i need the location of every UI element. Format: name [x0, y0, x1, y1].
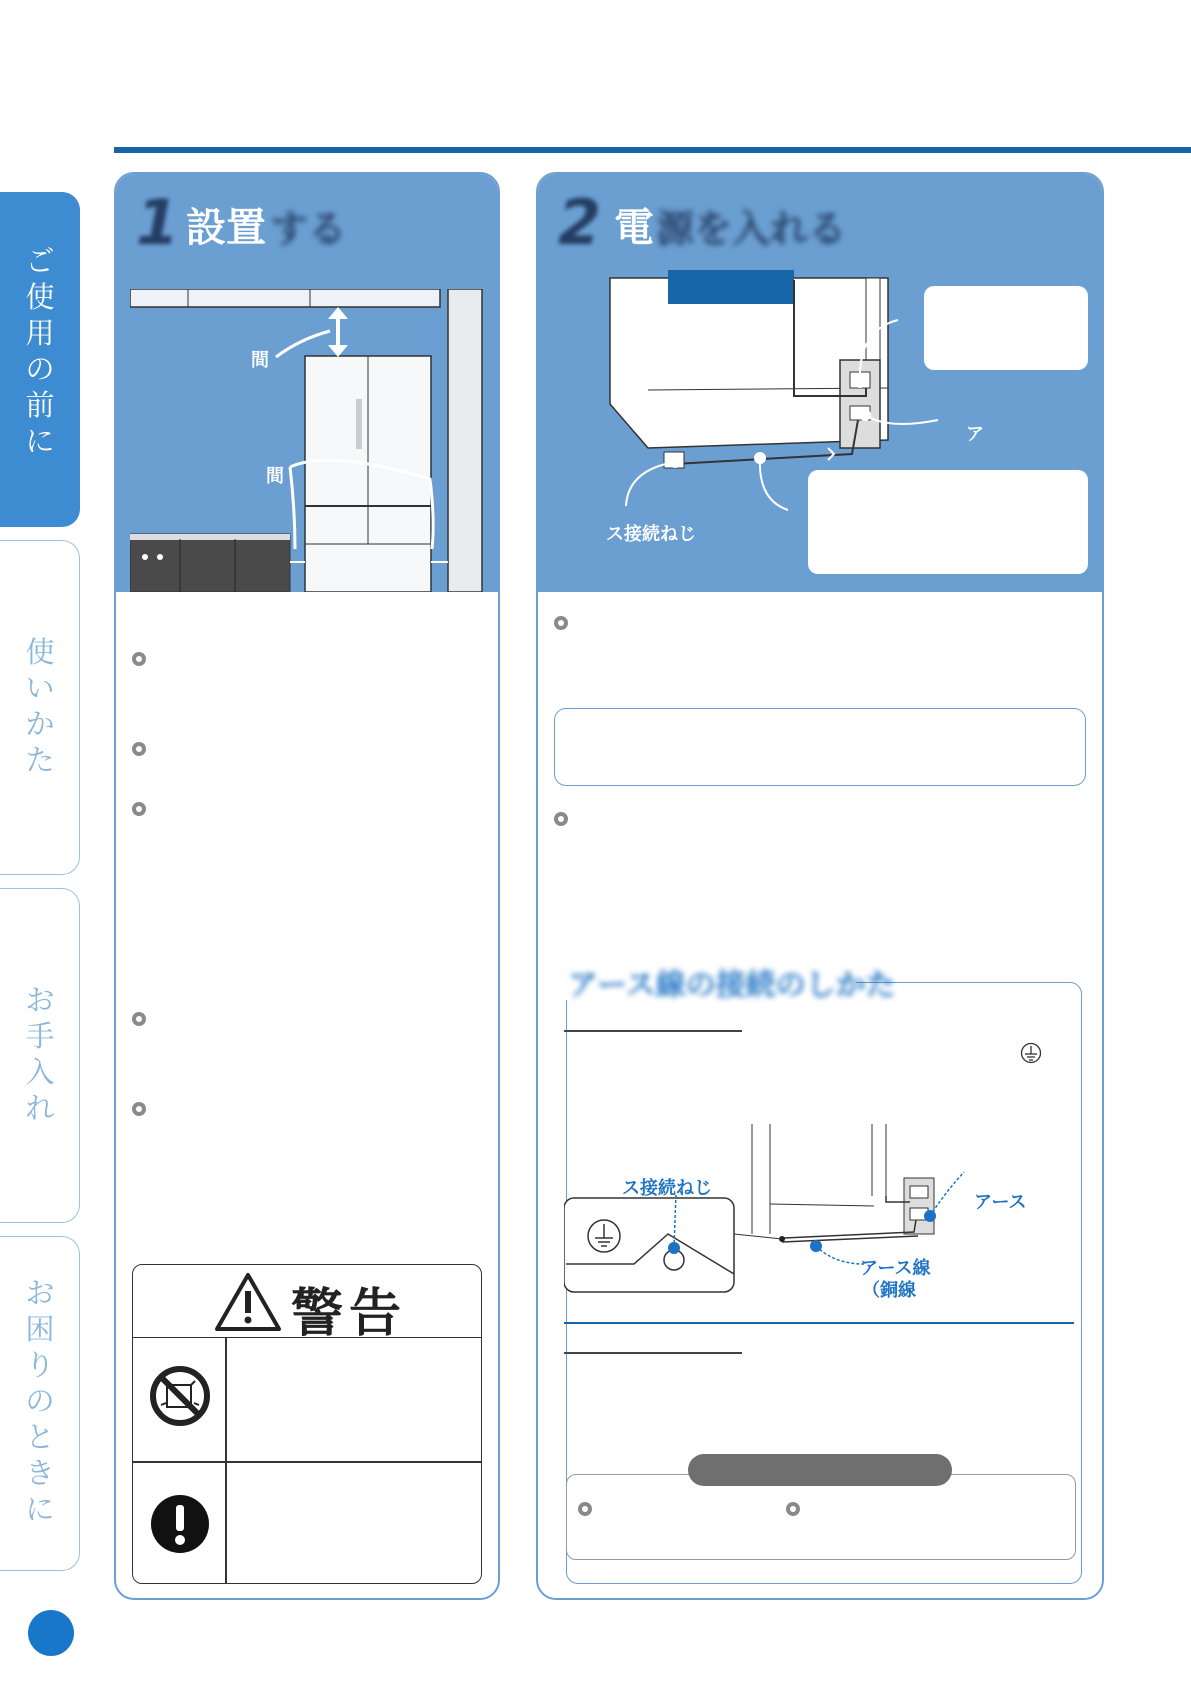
- step1-title: 設置: [186, 205, 266, 251]
- earth-subrule-1: [564, 1030, 742, 1032]
- step1-bullet-1: [132, 652, 146, 666]
- step1-panel: [114, 172, 500, 1600]
- step2-callout-bottom: [808, 470, 1088, 574]
- mandatory-action-icon: [149, 1493, 211, 1555]
- warning-title: 警告: [291, 1284, 408, 1344]
- earth-label-earth: アース: [974, 1192, 1027, 1213]
- installation-illustration: [130, 289, 485, 592]
- label-a: ア: [966, 424, 984, 445]
- ground-symbol-icon: [1020, 1042, 1042, 1064]
- step2-note-box: [554, 708, 1086, 786]
- step2-bullet-2: [554, 812, 568, 826]
- step1-bullet-5: [132, 1102, 146, 1116]
- earth-subrule-2: [564, 1352, 742, 1354]
- earth-label-copper: （銅線: [862, 1280, 916, 1301]
- step1-bullet-2: [132, 742, 146, 756]
- step2-title-rest: 源を入れる: [656, 207, 847, 251]
- no-water-icon: [149, 1365, 211, 1427]
- step1-bullet-4: [132, 1012, 146, 1026]
- tab-before-use[interactable]: [0, 192, 80, 527]
- step1-title-rest: する: [270, 207, 347, 251]
- earth-divider: [564, 1322, 1074, 1324]
- step1-number: 1: [136, 186, 180, 259]
- warning-row-divider: [133, 1461, 481, 1463]
- step2-number: 2: [558, 186, 602, 259]
- page-number-badge: [28, 1610, 74, 1656]
- step2-bullet-1: [554, 616, 568, 630]
- tab-before-use-label: ご使用の前に: [25, 244, 55, 458]
- tab-care-label: お手入れ: [25, 983, 55, 1125]
- step2-callout-top: [924, 286, 1088, 370]
- warning-divider: [225, 1337, 227, 1583]
- warning-triangle-icon: [213, 1271, 283, 1333]
- earth-note-bullet-2: [786, 1502, 800, 1516]
- tab-how-to-use-label: 使いかた: [25, 635, 55, 777]
- step2-title: 電: [614, 205, 654, 251]
- warning-header: [133, 1265, 481, 1344]
- tab-troubleshooting-label: お困りのときに: [25, 1276, 55, 1526]
- tab-how-to-use[interactable]: [0, 540, 80, 875]
- earth-label-wire: アース線: [860, 1258, 931, 1279]
- earth-heading: アース線の接続のしかた: [568, 968, 896, 1003]
- earth-note-bullet-1: [578, 1502, 592, 1516]
- label-screw-top: ス接続ねじ: [606, 524, 696, 545]
- tab-care[interactable]: [0, 888, 80, 1223]
- step2-panel: [536, 172, 1104, 1600]
- gap-label-side: 間: [266, 466, 284, 487]
- header-rule: [114, 147, 1191, 153]
- earth-label-screw: ス接続ねじ: [622, 1178, 712, 1199]
- step1-bullet-3: [132, 802, 146, 816]
- warning-box: [132, 1264, 482, 1584]
- earth-note-tab: [688, 1454, 952, 1486]
- earth-note-box: [566, 1474, 1076, 1560]
- gap-label-top: 間: [251, 350, 269, 371]
- tab-troubleshooting[interactable]: [0, 1236, 80, 1571]
